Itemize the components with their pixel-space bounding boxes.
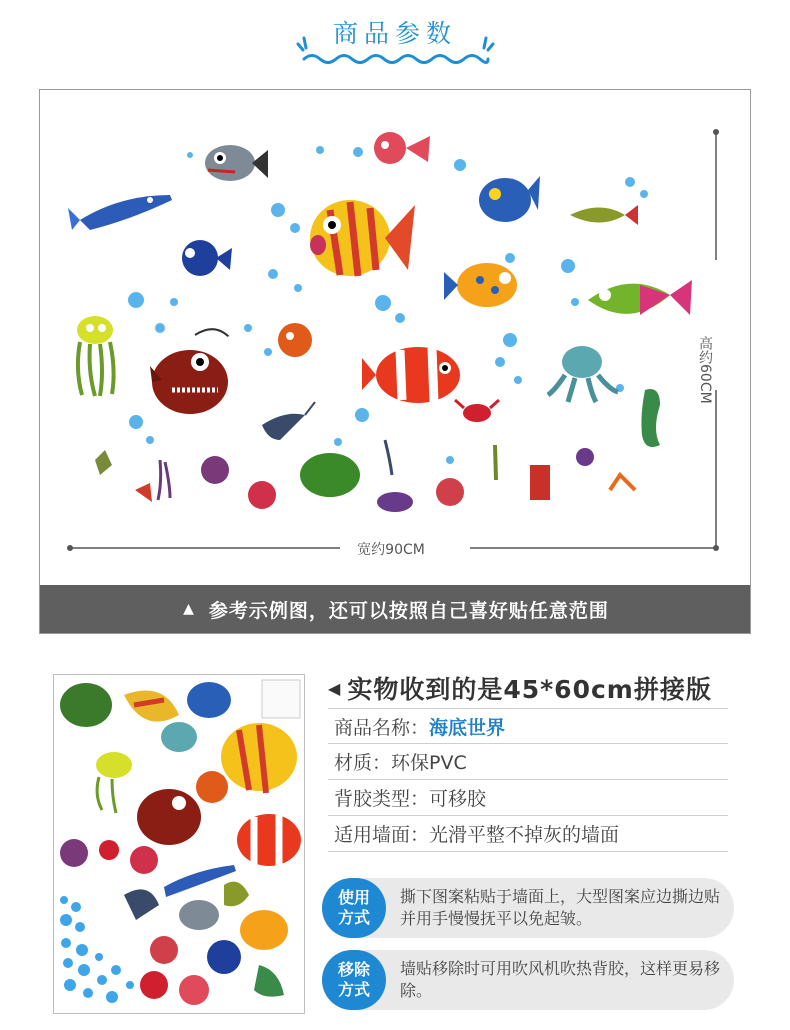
anglerfish-icon [150, 329, 234, 414]
row-label: 商品名称： [334, 716, 430, 739]
usage-badge [322, 878, 386, 938]
height-label: 高约60CM [695, 330, 715, 410]
usage-pill [322, 878, 734, 938]
section-title: 商品参数 [332, 19, 457, 48]
row-label: 材质： [334, 752, 392, 774]
blue-puffer-icon [182, 240, 232, 276]
sheet-coral-icon [60, 839, 158, 874]
sheet-bubbles-icon [60, 896, 134, 1003]
sheet-octopus-icon [161, 722, 197, 752]
sheet-big-fish-icon [221, 723, 297, 793]
sheet-seahorse-icon [254, 965, 284, 997]
sheet-plant-icon [60, 683, 112, 727]
sheet-orange-fish-icon [240, 910, 288, 950]
striped-green-fish-icon [570, 205, 638, 225]
sheet-piranha-icon [179, 900, 219, 930]
removal-text: 墙贴移除时可用吹风机吹热背胶，这样更易移除。 [400, 959, 721, 1000]
blue-anglerfish-icon [479, 176, 540, 222]
clownfish-icon [362, 347, 460, 403]
badge-line: 移除 [337, 960, 370, 979]
badge-line: 使用 [337, 888, 370, 907]
sheet-green-fish2-icon [224, 882, 249, 907]
octopus-icon [548, 346, 618, 402]
sticker-sheet-art [54, 675, 305, 1014]
sheet-green-fish-icon [124, 691, 179, 722]
seahorse-icon [641, 389, 660, 447]
sheet-angler-blue-icon [187, 682, 231, 718]
headline-text: 实物收到的是45*60cm拼接版 [347, 675, 712, 704]
info-row-wall [328, 816, 728, 852]
row-label: 背胶类型： [334, 788, 430, 810]
usage-text: 撕下图案粘贴于墙面上，大型图案应边撕边贴并用手慢慢抚平以免起皱。 [400, 887, 721, 928]
crab-icon [455, 400, 499, 422]
triangle-left-icon: ◀ [328, 678, 342, 698]
row-value: 海底世界 [429, 716, 506, 739]
row-value: 光滑平整不掉灰的墙面 [429, 824, 620, 846]
sheet-stingray-icon [124, 889, 159, 920]
product-sheet-image [53, 674, 305, 1014]
yellow-striped-fish-icon [310, 200, 415, 276]
pufferfish-icon [374, 132, 430, 164]
badge-line: 方式 [337, 980, 370, 999]
stingray-icon [262, 402, 315, 440]
width-label: 宽约90CM [357, 542, 425, 558]
badge-line: 方式 [337, 908, 370, 927]
preview-image [39, 89, 751, 634]
caption-bar [40, 585, 751, 633]
info-row-material [328, 744, 728, 780]
info-row-name [328, 708, 728, 744]
sheet-clownfish-icon [237, 814, 301, 867]
piranha-icon [205, 145, 268, 181]
product-info [328, 670, 728, 852]
needle-fish-icon [68, 195, 172, 230]
orange-spotted-fish-icon [444, 263, 517, 307]
sheet-red-coral-icon [140, 936, 178, 999]
section-header [0, 14, 790, 64]
sheet-red-fish-icon [196, 771, 228, 803]
wave-icon [300, 52, 492, 66]
sheet-puffer-icon [179, 975, 209, 1005]
jellyfish-icon [77, 316, 114, 396]
sheet-blue-puffer-icon [207, 940, 241, 974]
caption-text: 参考示例图，还可以按照自己喜好贴任意范围 [208, 599, 609, 622]
sheet-angler-icon [137, 789, 201, 845]
red-small-fish-icon [278, 323, 312, 357]
removal-pill [322, 950, 734, 1010]
green-pink-fish-icon [588, 280, 692, 315]
sheet-jellyfish-icon [96, 752, 132, 813]
row-value: 环保PVC [391, 752, 467, 774]
row-label: 适用墙面： [334, 824, 430, 846]
triangle-up-icon: ▲ [183, 601, 195, 617]
info-headline [328, 670, 728, 706]
sea-world-scene [40, 90, 751, 587]
seaweed-icon [95, 440, 635, 512]
removal-badge [322, 950, 386, 1010]
info-row-adhesive [328, 780, 728, 816]
row-value: 可移胶 [429, 788, 487, 810]
